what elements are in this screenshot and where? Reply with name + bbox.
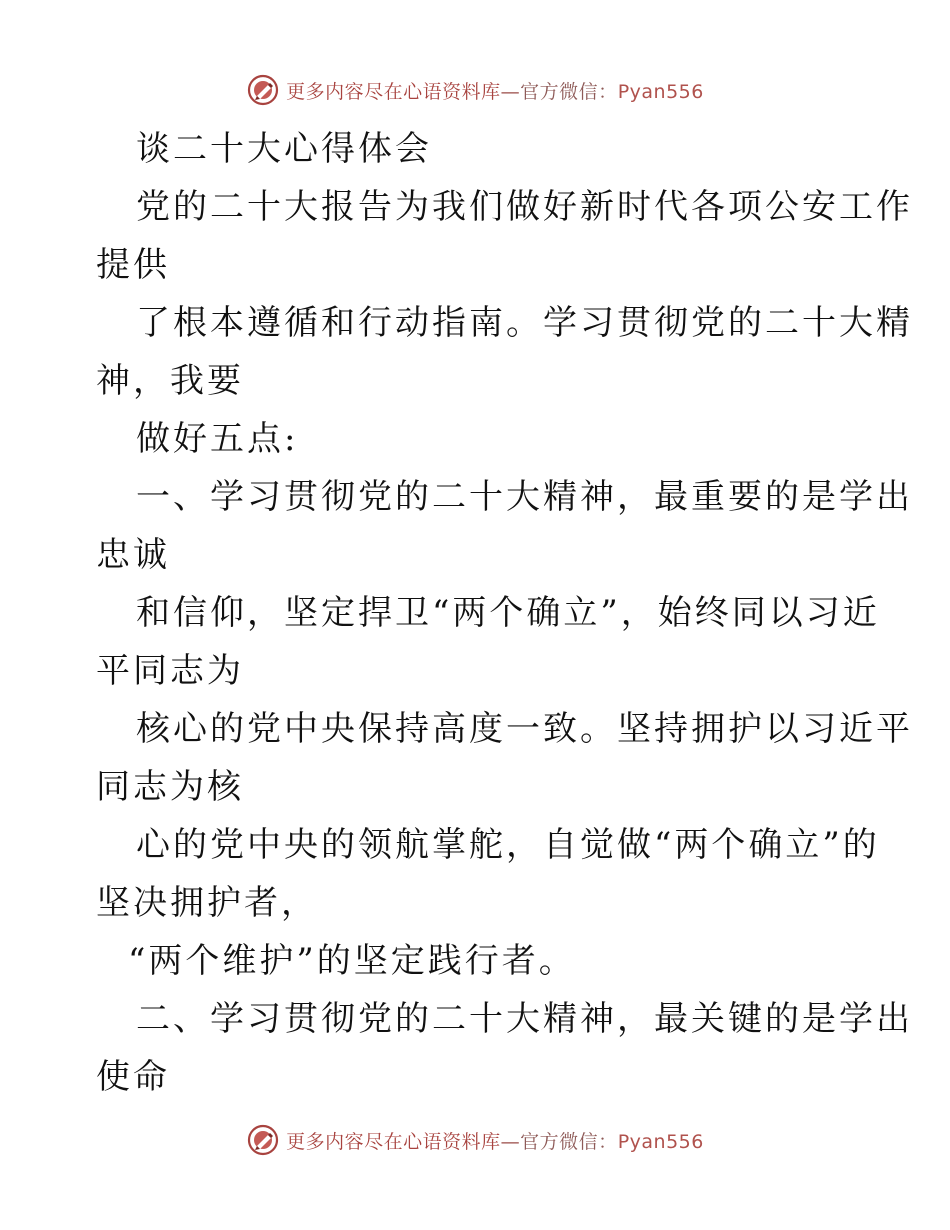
- footer-watermark-banner: [0, 1120, 950, 1160]
- watermark-dash: —: [500, 1130, 521, 1153]
- watermark-wechat-label: 官方微信：: [520, 1130, 618, 1153]
- header-watermark-banner: [0, 70, 950, 110]
- paragraph-line: 神，我要: [96, 361, 244, 401]
- paragraph-line: 忠诚: [96, 535, 170, 575]
- paragraph-line: 使命: [96, 1057, 170, 1097]
- paragraph-line: 提供: [96, 245, 170, 285]
- paragraph-line: 同志为核: [96, 767, 244, 807]
- pen-logo-icon: [246, 1123, 280, 1157]
- watermark-main-text: 更多内容尽在心语资料库: [286, 1130, 501, 1153]
- watermark-text: [286, 77, 704, 104]
- watermark-wechat-label: 官方微信：: [520, 80, 618, 103]
- paragraph-line: 心的党中央的领航掌舵，自觉做“两个确立”的: [136, 825, 880, 865]
- watermark-main-text: 更多内容尽在心语资料库: [286, 80, 501, 103]
- paragraph-line: 平同志为: [96, 651, 244, 691]
- watermark-dash: —: [500, 80, 521, 103]
- document-body: [96, 120, 913, 1106]
- watermark-text: [286, 1127, 704, 1154]
- document-title: 谈二十大心得体会: [136, 129, 432, 169]
- paragraph-line: 一、学习贯彻党的二十大精神，最重要的是学出: [136, 477, 913, 517]
- paragraph-line: 核心的党中央保持高度一致。坚持拥护以习近平: [136, 709, 913, 749]
- paragraph-line: 党的二十大报告为我们做好新时代各项公安工作: [136, 187, 913, 227]
- pen-logo-icon: [246, 73, 280, 107]
- paragraph-line: 了根本遵循和行动指南。学习贯彻党的二十大精: [136, 303, 913, 343]
- paragraph-line: 做好五点:: [136, 419, 299, 459]
- paragraph-line: 和信仰，坚定捍卫“两个确立”，始终同以习近: [136, 593, 880, 633]
- watermark-wechat-id: Pyan556: [617, 80, 704, 103]
- watermark-wechat-id: Pyan556: [617, 1130, 704, 1153]
- paragraph-line: 二、学习贯彻党的二十大精神，最关键的是学出: [136, 999, 913, 1039]
- paragraph-line: “两个维护”的坚定践行者。: [128, 941, 576, 981]
- paragraph-line: 坚决拥护者，: [96, 883, 318, 923]
